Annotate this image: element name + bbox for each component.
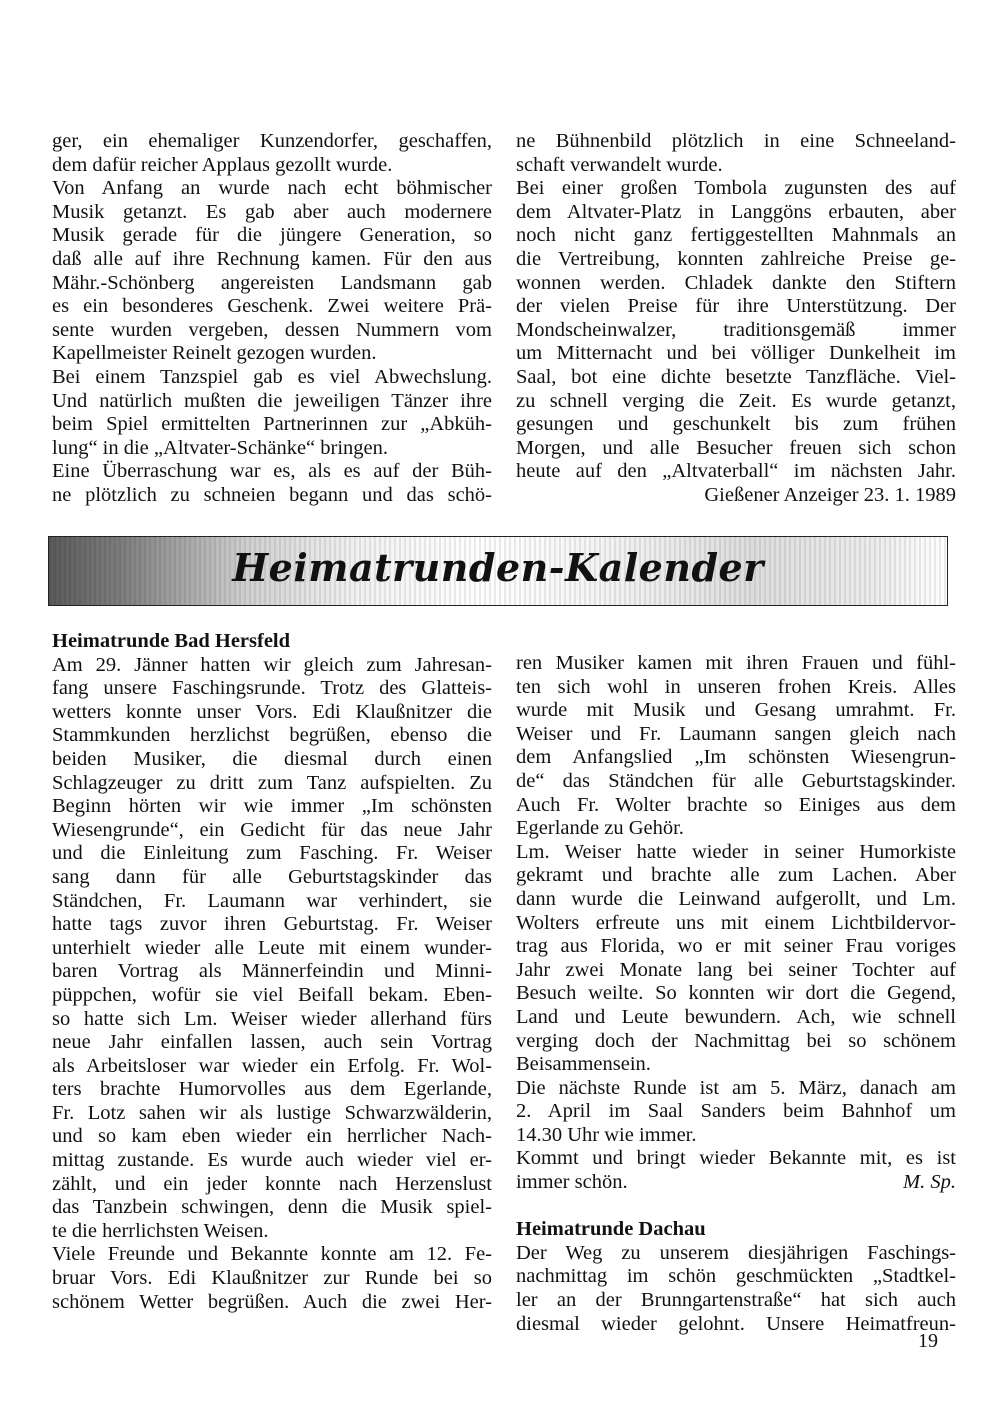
text-line: Mähr.-Schönberg angereisten Landsmann gab [52, 271, 492, 294]
text-line: Beginn hörten wir wie immer „Im schönsten [52, 795, 492, 818]
text-line: Saal, bot eine dichte besetzte Tanzfläche. Viel- [516, 365, 956, 388]
banner-title: Heimatrunden-Kalender [232, 545, 764, 590]
text-line: wurde mit Musik und Gesang umrahmt. Fr. [516, 699, 956, 722]
text-line: beiden Musiker, die diesmal durch einen [52, 747, 492, 770]
paragraph-spacer [516, 1195, 956, 1219]
text-line: neue Jahr einfallen lassen, auch sein Vortrag [52, 1031, 492, 1054]
text-line: verging doch der Nachmittag bei so schönem [516, 1029, 956, 1052]
text-line: Bei einem Tanzspiel gab es viel Abwechslung. [52, 365, 492, 388]
article-continuation-left-column [52, 130, 492, 508]
text-line: ne plötzlich zu schneien begann und das schö- [52, 483, 492, 506]
text-line: Der Weg zu unserem diesjährigen Faschings- [516, 1241, 956, 1264]
text-line: heute auf den „Altvaterball“ im nächsten Jahr. [516, 460, 956, 483]
text-line: Eine Überraschung war es, als es auf der Büh- [52, 460, 492, 483]
text-line: lung“ in die „Altvater-Schänke“ bringen. [52, 436, 389, 459]
text-line: Land und Leute bewundern. Ach, wie schnell [516, 1005, 956, 1028]
section-banner [48, 536, 948, 606]
text-line: Musik gerade für die jüngere Generation, so [52, 224, 492, 247]
text-line: de“ das Ständchen für alle Geburtstagskinder. [516, 769, 956, 792]
text-line: sente wurden vergeben, dessen Nummern vom [52, 318, 492, 341]
text-line: zählt, und ein jeder konnte nach Herzenslust [52, 1172, 492, 1195]
text-line: beim Spiel ermittelten Partnerinnen zur „Abküh- [52, 413, 492, 436]
text-line: Wolters erfreute uns mit einem Lichtbildervor- [516, 911, 956, 934]
text-line: Wiesengrunde“, ein Gedicht für das neue Jahr [52, 818, 492, 841]
text-line: gesungen und geschunkelt bis zum frühen [516, 413, 956, 436]
text-line: Mondscheinwalzer, traditionsgemäß immer [516, 318, 956, 341]
text-line: trag aus Florida, wo er mit seiner Frau voriges [516, 935, 956, 958]
text-line: das Tanzbein schwingen, denn die Musik spiel- [52, 1196, 492, 1219]
text-line: ger, ein ehemaliger Kunzendorfer, geschaffen, [52, 130, 492, 152]
text-line: schönem Wetter begrüßen. Auch die zwei Her- [52, 1290, 492, 1313]
text-line: ten sich wohl in unseren frohen Kreis. Alles [516, 675, 956, 698]
text-line: Schlagzeuger zu dritt zum Tanz aufspielten. Zu [52, 771, 492, 794]
text-line: zu schnell verging die Zeit. Es wurde getanzt, [516, 389, 956, 412]
text-line: baren Vortrag als Männerfeindin und Minni- [52, 960, 492, 983]
text-line: Stammkunden herzlichst begrüßen, ebenso die [52, 724, 492, 747]
text-line: Morgen, und alle Besucher freuen sich schon [516, 436, 956, 459]
text-line: ters brachte Humorvolles aus dem Egerlande, [52, 1078, 492, 1101]
section-heading: Heimatrunde Bad Hersfeld [52, 630, 291, 652]
text-line: als Arbeitsloser war wieder ein Erfolg. Fr. Wol- [52, 1054, 492, 1077]
text-line: dem Anfangslied „Im schönsten Wiesengrun- [516, 746, 956, 769]
text-line: dem dafür reicher Applaus gezollt wurde. [52, 153, 393, 176]
text-line: mittag zustande. Es wurde auch wieder viel er- [52, 1149, 492, 1172]
text-line: Lm. Weiser hatte wieder in seiner Humorkiste [516, 840, 956, 863]
text-line: bruar Vors. Edi Klaußnitzer zur Runde bei so [52, 1267, 492, 1290]
text-line: daß alle auf ihre Rechnung kamen. Für den aus [52, 247, 492, 270]
text-line: diesmal wieder gelohnt. Unsere Heimatfreun- [516, 1312, 956, 1335]
text-line: wetters konnte unser Vors. Edi Klaußnitzer die [52, 700, 492, 723]
text-line: hatte tags zuvor ihren Geburtstag. Fr. Weiser [52, 913, 492, 936]
text-line: der vielen Preise für ihre Unterstützung. Der [516, 295, 956, 318]
text-line: gekramt und brachte alle zum Lachen. Aber [516, 864, 956, 887]
text-line: und die Einleitung zum Fasching. Fr. Weiser [52, 842, 492, 865]
article-continuation-right-column [516, 130, 956, 508]
text-line: schaft verwandelt wurde. [516, 153, 723, 176]
closing-text: immer schön. [516, 1171, 628, 1194]
text-line: püppchen, wofür sie viel Beifall bekam. Eben- [52, 983, 492, 1006]
text-line: ne Bühnenbild plötzlich in eine Schneeland- [516, 130, 956, 152]
source-citation: Gießener Anzeiger 23. 1. 1989 [704, 483, 956, 506]
text-line: nachmittag im schön geschmückten „Stadtkel- [516, 1265, 956, 1288]
closing-line [516, 1171, 956, 1195]
text-line: Egerlande zu Gehör. [516, 817, 684, 840]
text-line: Besuch weilte. So konnten wir dort die Gegend, [516, 982, 956, 1005]
text-line: und so kam eben wieder ein herrlicher Nach- [52, 1125, 492, 1148]
text-line: Viele Freunde und Bekannte konnte am 12. Fe- [52, 1243, 492, 1266]
text-line: dann wurde die Leinwand aufgerollt, und Lm. [516, 887, 956, 910]
author-signature: M. Sp. [903, 1171, 956, 1194]
text-line: Ständchen, Fr. Laumann war verhindert, sie [52, 889, 492, 912]
text-line: unterhielt wieder alle Leute mit einem wunder- [52, 936, 492, 959]
text-line: Auch Fr. Wolter brachte so Einiges aus dem [516, 793, 956, 816]
text-line: Musik getanzt. Es gab aber auch modernere [52, 200, 492, 223]
text-line: Von Anfang an wurde nach echt böhmischer [52, 177, 492, 200]
text-line: Die nächste Runde ist am 5. März, danach am [516, 1076, 956, 1099]
text-line: Weiser und Fr. Laumann sangen gleich nach [516, 722, 956, 745]
text-line: Bei einer großen Tombola zugunsten des auf [516, 177, 956, 200]
text-line: so hatte sich Lm. Weiser wieder allerhand fürs [52, 1007, 492, 1030]
text-line: um Mitternacht und bei völliger Dunkelheit im [516, 342, 956, 365]
section-heading: Heimatrunde Dachau [516, 1218, 706, 1241]
text-line: die Vertreibung, konnten zahlreiche Preise ge- [516, 247, 956, 270]
text-line: Kommt und bringt wieder Bekannte mit, es ist [516, 1147, 956, 1170]
text-line: Beisammensein. [516, 1053, 651, 1076]
text-line: fang unsere Faschingsrunde. Trotz des Glatteis- [52, 677, 492, 700]
text-line: noch nicht ganz fertiggestellten Mahnmals an [516, 224, 956, 247]
text-line: sang dann für alle Geburtstagskinder das [52, 865, 492, 888]
text-line: ler an der Brunngartenstraße“ hat sich auch [516, 1289, 956, 1312]
bad-hersfeld-left-column [52, 630, 492, 1314]
text-line: Fr. Lotz sahen wir als lustige Schwarzwälderin, [52, 1101, 492, 1124]
page-number: 19 [918, 1330, 938, 1352]
bad-hersfeld-right-column [516, 652, 956, 1336]
text-line: 2. April im Saal Sanders beim Bahnhof um [516, 1100, 956, 1123]
text-line: dem Altvater-Platz in Langgöns erbauten, aber [516, 200, 956, 223]
text-line: ren Musiker kamen mit ihren Frauen und fühl- [516, 652, 956, 674]
text-line: Kapellmeister Reinelt gezogen wurden. [52, 342, 377, 365]
text-line: es ein besonderes Geschenk. Zwei weitere Prä- [52, 295, 492, 318]
text-line: te die herrlichsten Weisen. [52, 1219, 269, 1242]
text-line: wonnen werden. Chladek dankte den Stiftern [516, 271, 956, 294]
text-line: Jahr zwei Monate lang bei seiner Tochter auf [516, 958, 956, 981]
text-line: Am 29. Jänner hatten wir gleich zum Jahresan- [52, 653, 492, 676]
text-line: Und natürlich mußten die jeweiligen Tänzer ihre [52, 389, 492, 412]
text-line: 14.30 Uhr wie immer. [516, 1123, 697, 1146]
